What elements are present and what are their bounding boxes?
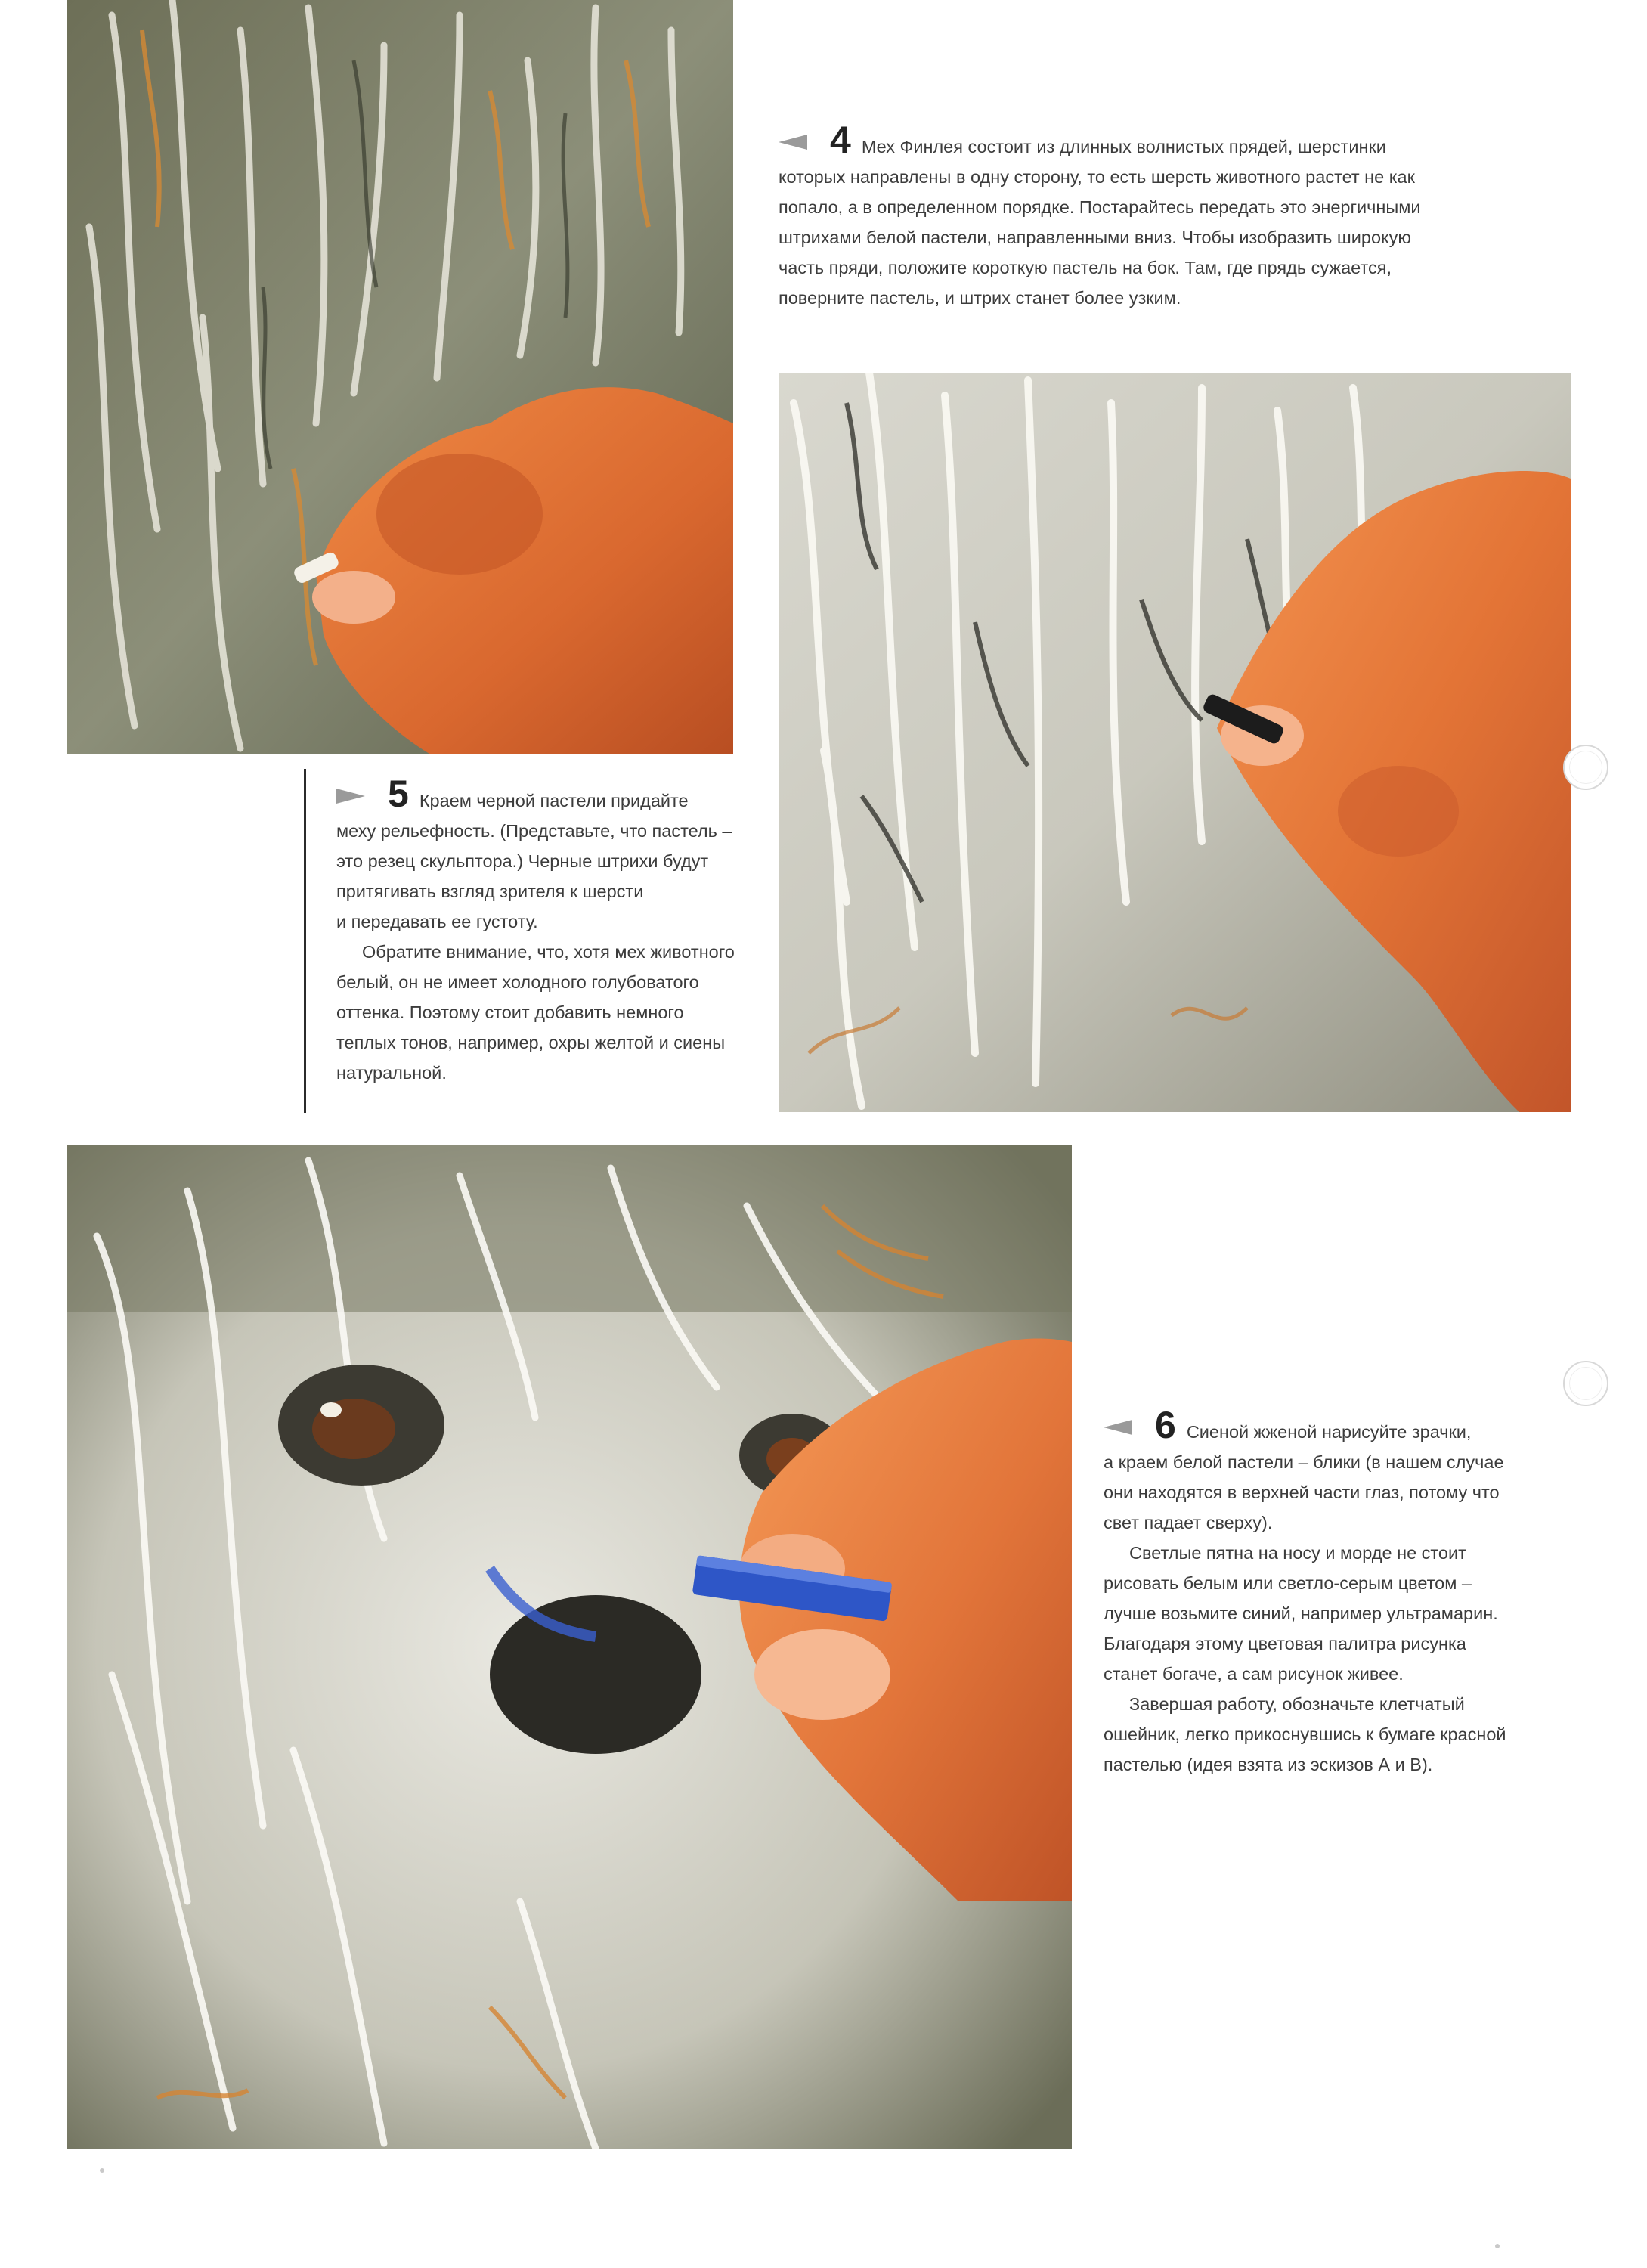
page-speck bbox=[100, 2168, 104, 2173]
step-4-line: штрихами белой пастели, направленными вниз. Чтобы изобразить широкую bbox=[779, 228, 1411, 247]
step-6-line: рисовать белым или светло-серым цветом – bbox=[1104, 1573, 1472, 1593]
step-4-line: Мех Финлея состоит из длинных волнистых прядей, шерстинки bbox=[861, 137, 1386, 156]
step-5-heading bbox=[336, 773, 760, 816]
step-4-number: 4 bbox=[830, 119, 851, 161]
step-5-line: это резец скульптора.) Черные штрихи будут bbox=[336, 851, 709, 871]
step-6-line: станет богаче, а сам рисунок живее. bbox=[1104, 1664, 1404, 1684]
step-6-line: Сиеной жженой нарисуйте зрачки, bbox=[1186, 1422, 1472, 1442]
step-6-line: свет падает сверху). bbox=[1104, 1513, 1273, 1532]
step-5-number: 5 bbox=[388, 773, 409, 815]
step-6-line: лучше возьмите синий, например ультрамарин. bbox=[1104, 1603, 1498, 1623]
punch-hole bbox=[1563, 745, 1608, 790]
step-6-heading bbox=[1104, 1404, 1527, 1447]
punch-hole bbox=[1563, 1361, 1608, 1406]
step-6-line: Благодаря этому цветовая палитра рисунка bbox=[1104, 1634, 1466, 1653]
step-5-line: теплых тонов, например, охры желтой и сиены bbox=[336, 1033, 726, 1052]
step-5-text bbox=[336, 773, 760, 1088]
step-4-heading bbox=[779, 119, 1534, 162]
step-5-line: и передавать ее густоту. bbox=[336, 912, 538, 931]
vertical-rule bbox=[304, 769, 306, 1113]
arrow-left-icon bbox=[1104, 1420, 1132, 1435]
step-4-line: поверните пастель, и штрих станет более узким. bbox=[779, 288, 1181, 308]
photo-step-4-white-pastel bbox=[67, 0, 733, 754]
step-5-line: белый, он не имеет холодного голубоватого bbox=[336, 972, 699, 992]
step-5-line: меху рельефность. (Представьте, что пастель – bbox=[336, 821, 732, 841]
step-6-line: они находятся в верхней части глаз, потому что bbox=[1104, 1483, 1500, 1502]
step-5-line: Краем черной пастели придайте bbox=[419, 791, 689, 810]
step-6-line: Светлые пятна на носу и морде не стоит bbox=[1129, 1543, 1466, 1563]
page-speck bbox=[1495, 2244, 1500, 2248]
step-4-line: которых направлены в одну сторону, то есть шерсть животного растет не как bbox=[779, 167, 1415, 187]
step-6-number: 6 bbox=[1155, 1404, 1176, 1446]
step-5-line: оттенка. Поэтому стоит добавить немного bbox=[336, 1002, 684, 1022]
step-6-line: а краем белой пастели – блики (в нашем случае bbox=[1104, 1452, 1504, 1472]
arrow-left-icon bbox=[779, 135, 807, 150]
photo-step-5-black-pastel bbox=[779, 373, 1571, 1112]
step-6-line: ошейник, легко прикоснувшись к бумаге красной bbox=[1104, 1724, 1506, 1744]
step-4-line: часть пряди, положите короткую пастель на бок. Там, где прядь сужается, bbox=[779, 258, 1392, 277]
step-5-line: натуральной. bbox=[336, 1063, 447, 1083]
arrow-right-icon bbox=[336, 789, 365, 804]
step-6-line: пастелью (идея взята из эскизов А и В). bbox=[1104, 1755, 1433, 1774]
photo-step-6-blue-pastel bbox=[67, 1145, 1072, 2149]
step-5-line: притягивать взгляд зрителя к шерсти bbox=[336, 881, 644, 901]
step-4-line: попало, а в определенном порядке. Постарайтесь передать это энергичными bbox=[779, 197, 1421, 217]
step-6-line: Завершая работу, обозначьте клетчатый bbox=[1129, 1694, 1465, 1714]
step-5-line: Обратите внимание, что, хотя мех животного bbox=[362, 942, 735, 962]
step-4-text bbox=[779, 119, 1534, 313]
step-6-text bbox=[1104, 1404, 1527, 1780]
